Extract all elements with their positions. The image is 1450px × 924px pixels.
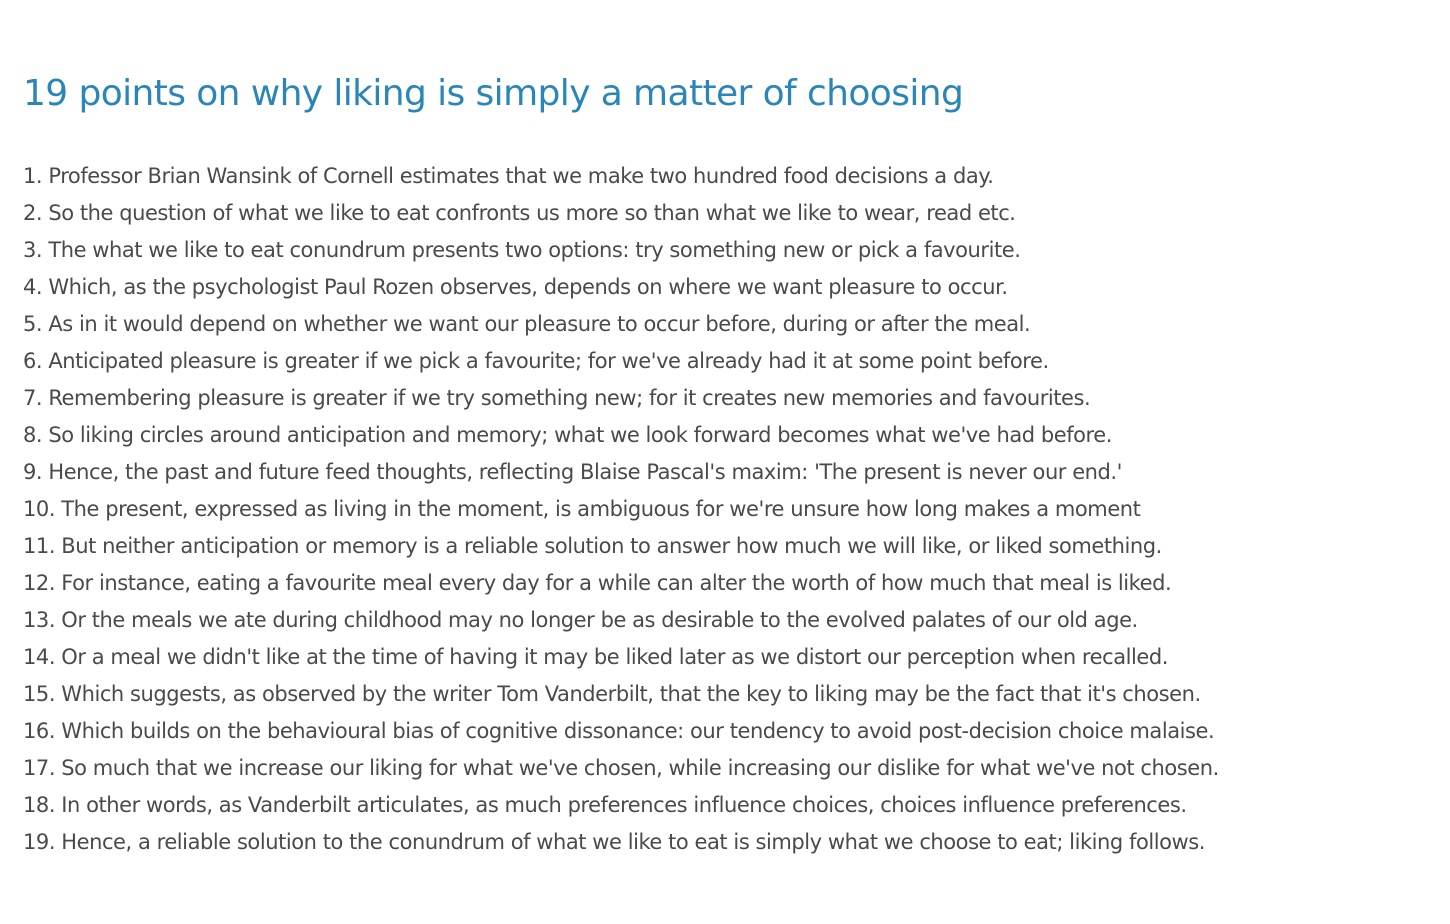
list-item: 9. Hence, the past and future feed thoughts, reflecting Blaise Pascal's maxim: 'The present is never our end.' — [23, 460, 1122, 484]
list-item: 3. The what we like to eat conundrum presents two options: try something new or pick a favourite. — [23, 238, 1021, 262]
list-item: 2. So the question of what we like to eat confronts us more so than what we like to wear, read etc. — [23, 201, 1016, 225]
list-item: 18. In other words, as Vanderbilt articulates, as much preferences influence choices, choices influence preferences. — [23, 793, 1187, 817]
list-item: 16. Which builds on the behavioural bias of cognitive dissonance: our tendency to avoid post-decision choice malaise. — [23, 719, 1215, 743]
list-item: 1. Professor Brian Wansink of Cornell estimates that we make two hundred food decisions a day. — [23, 164, 994, 188]
list-item: 4. Which, as the psychologist Paul Rozen observes, depends on where we want pleasure to occur. — [23, 275, 1008, 299]
list-item: 8. So liking circles around anticipation and memory; what we look forward becomes what we've had before. — [23, 423, 1112, 447]
list-item: 13. Or the meals we ate during childhood may no longer be as desirable to the evolved palates of our old age. — [23, 608, 1138, 632]
list-item: 7. Remembering pleasure is greater if we try something new; for it creates new memories and favourites. — [23, 386, 1091, 410]
list-item: 6. Anticipated pleasure is greater if we pick a favourite; for we've already had it at some point before. — [23, 349, 1049, 373]
list-item: 17. So much that we increase our liking for what we've chosen, while increasing our dislike for what we've not chosen. — [23, 756, 1219, 780]
list-item: 11. But neither anticipation or memory is a reliable solution to answer how much we will like, or liked something. — [23, 534, 1162, 558]
list-item: 10. The present, expressed as living in the moment, is ambiguous for we're unsure how long makes a moment — [23, 497, 1141, 521]
list-item: 12. For instance, eating a favourite meal every day for a while can alter the worth of how much that meal is liked. — [23, 571, 1172, 595]
points-list — [23, 158, 1443, 861]
list-item: 5. As in it would depend on whether we want our pleasure to occur before, during or after the meal. — [23, 312, 1031, 336]
list-item: 15. Which suggests, as observed by the writer Tom Vanderbilt, that the key to liking may be the fact that it's chosen. — [23, 682, 1201, 706]
page-title: 19 points on why liking is simply a matter of choosing — [23, 73, 964, 114]
list-item: 14. Or a meal we didn't like at the time of having it may be liked later as we distort our perception when recalled. — [23, 645, 1168, 669]
article — [23, 66, 1443, 861]
list-item: 19. Hence, a reliable solution to the conundrum of what we like to eat is simply what we choose to eat; liking follows. — [23, 830, 1205, 854]
